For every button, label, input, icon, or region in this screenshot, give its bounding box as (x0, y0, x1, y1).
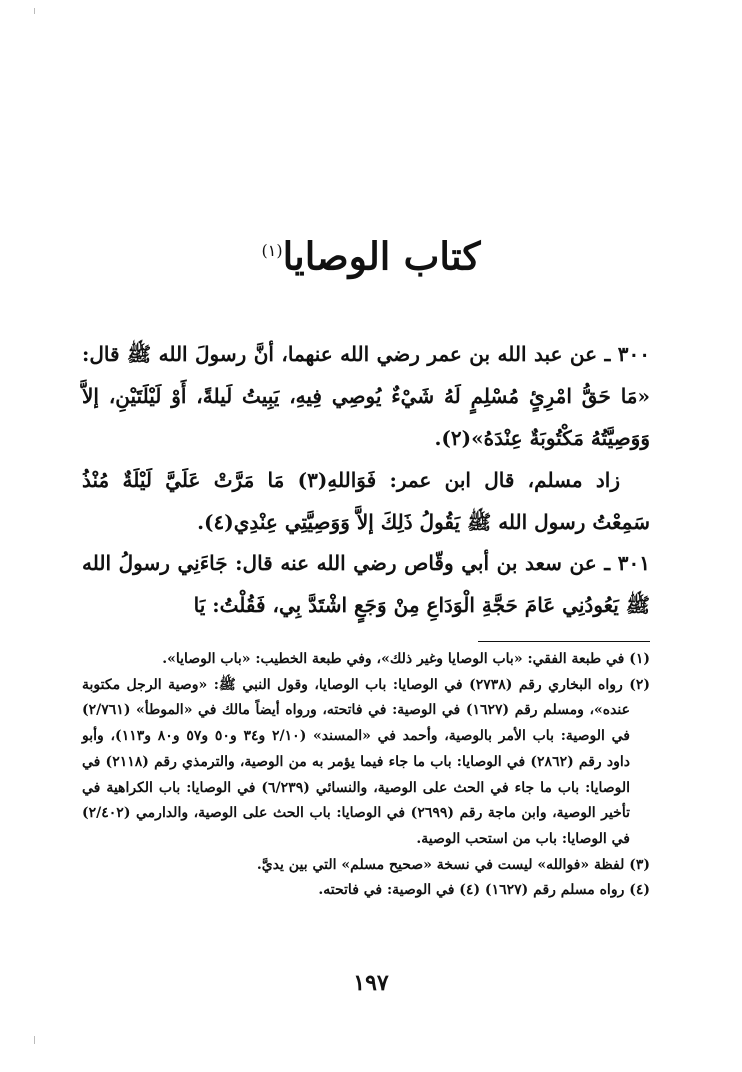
chapter-footnote-ref: (١) (261, 241, 283, 261)
footnote-4: (٤) رواه مسلم رقم (١٦٢٧) (٤) في الوصية: في فاتحته. (318, 882, 650, 899)
scan-edge-mark (34, 8, 35, 14)
hadith-301-paragraph: ٣٠١ ـ عن سعد بن أبي وقّاص رضي الله عنه قال: جَاءَنِي رسولُ الله ﷺ يَعُودُنِي عَامَ حَجَّةِ الْوَدَاعِ مِنْ وَجَعٍ اشْتَدَّ بِي، فَقُلْتُ: يَا (82, 551, 650, 617)
hadith-300-paragraph: ٣٠٠ ـ عن عبد الله بن عمر رضي الله عنهما، أنَّ رسولَ الله ﷺ قال: «مَا حَقُّ امْرِئٍ مُسْلِمٍ لَهُ شَيْءٌ يُوصِي فِيهِ، يَبِيتُ لَيلةً، أَوْ لَيْلَتَيْنِ، إلاَّ وَوَصِيَّتُهُ مَكْتُوبَةٌ عِنْدَهُ»(٢). (82, 342, 650, 450)
footnote-2: (٢) رواه البخاري رقم (٢٧٣٨) في الوصايا: باب الوصايا، وقول النبي ﷺ: «وصية الرجل مكتوبة عنده»، ومسلم رقم (١٦٢٧) في الوصية: في فاتحته، ورواه أيضاً مالك في «الموطأ» (٢/٧٦١) في الوصية: باب الأمر بالوصية، وأحمد في «المسند» (٢/١٠ و٣٤ و٥٠ و٥٧ و٨٠ و١١٣)، وأبو داود رقم (٢٨٦٢) في الوصايا: باب ما جاء فيما يؤمر به من الوصية، والترمذي رقم (٢١١٨) في الوصايا: باب ما جاء في الحث على الوصية، والنسائي (٦/٢٣٩) في الوصايا: باب الكراهية في تأخير الوصية، وابن ماجة رقم (٢٦٩٩) في الوصايا: باب الحث على الوصية، والدارمي (٢/٤٠٢) في الوصايا: باب من استحب الوصية. (82, 676, 650, 847)
page-number: ١٩٧ (353, 970, 389, 996)
footnote-divider (478, 641, 650, 642)
scan-edge-mark (34, 1036, 35, 1044)
chapter-title (0, 221, 742, 287)
muslim-addition-text: زاد مسلم، قال ابن عمر: فَوَاللهِ(٣) مَا مَرَّتْ عَلَيَّ لَيْلَةٌ مُنْذُ سَمِعْتُ رسول الله ﷺ يَقُولُ ذَلِكَ إلاَّ وَوَصِيَّتِي عِنْدِي(٤). (82, 468, 650, 534)
chapter-title-text: كتاب الوصايا (282, 234, 481, 280)
footnote-3: (٣) لفظة «فوالله» ليست في نسخة «صحيح مسلم» التي بين يديَّ. (256, 856, 650, 873)
footnote-1: (١) في طبعة الفقي: «باب الوصايا وغير ذلك»، وفي طبعة الخطيب: «باب الوصايا». (162, 651, 650, 667)
muslim-addition-paragraph (82, 459, 650, 543)
footnotes-section (82, 647, 650, 904)
